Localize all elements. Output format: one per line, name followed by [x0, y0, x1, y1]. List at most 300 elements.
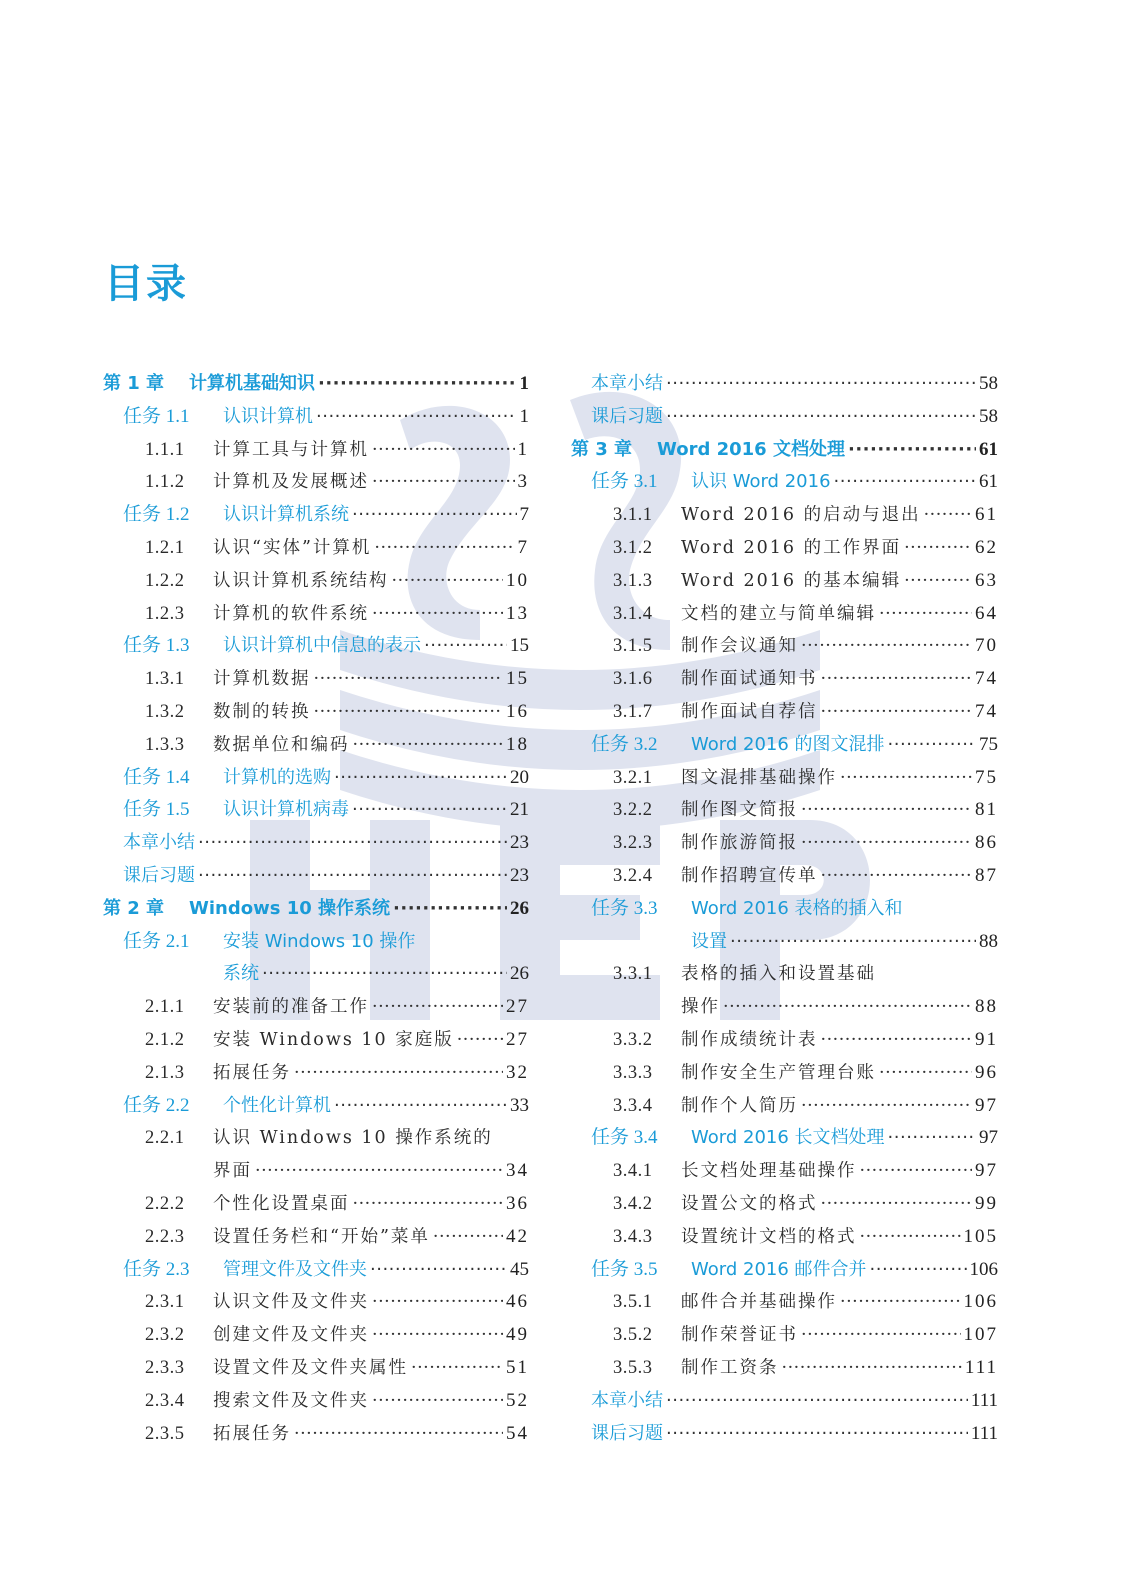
- toc-page-number: 23: [510, 832, 529, 854]
- toc-page-number: 88: [979, 930, 998, 952]
- toc-entry: [103, 1188, 529, 1221]
- toc-leader-dots: [352, 794, 507, 827]
- toc-entry-title: 个性化设置桌面: [213, 1193, 350, 1214]
- toc-page-number: 111: [970, 1422, 998, 1444]
- toc-entry-title: 制作荣誉证书: [681, 1325, 798, 1346]
- toc-entry: [103, 1057, 529, 1090]
- toc-page-number: 7: [519, 504, 529, 526]
- toc-page-number: 1: [519, 405, 529, 427]
- toc-entry-title: 认识 Windows 10 操作系统的: [213, 1128, 493, 1149]
- toc-entry-number: 任务 3.1: [591, 471, 658, 493]
- toc-entry: [571, 401, 998, 434]
- toc-page-number: 97: [979, 1127, 998, 1149]
- toc-page-number: 97: [975, 1094, 998, 1116]
- toc-entry-number: 3.2.4: [613, 865, 653, 886]
- toc-entry: [103, 401, 529, 434]
- toc-entry-number: 任务 1.3: [123, 635, 190, 657]
- toc-leader-dots: [316, 401, 517, 434]
- toc-entry-title: 长文档处理基础操作: [681, 1161, 857, 1182]
- toc-leader-dots: [372, 1385, 503, 1418]
- toc-entry: [571, 434, 998, 467]
- toc-page-number: 45: [510, 1258, 529, 1280]
- toc-leader-dots: [821, 663, 973, 696]
- toc-leader-dots: [801, 1090, 972, 1123]
- toc-entry-title: 课后习题: [123, 864, 195, 886]
- toc-page-number: 87: [975, 864, 998, 886]
- toc-page-number: 97: [975, 1160, 998, 1182]
- toc-entry-number: 第 1 章: [103, 373, 165, 394]
- toc-entry-title: Word 2016 表格的插入和: [691, 897, 903, 919]
- toc-entry-number: 3.5.3: [613, 1357, 653, 1378]
- toc-entry-title: 本章小结: [591, 1389, 663, 1411]
- toc-leader-dots: [860, 1155, 973, 1188]
- toc-page-number: 74: [975, 700, 998, 722]
- toc-entry-title: 认识计算机系统: [223, 504, 349, 526]
- toc-entry: [103, 565, 529, 598]
- toc-entry-title: Windows 10 操作系统: [189, 897, 391, 919]
- toc-entry-title: 认识 Word 2016: [691, 471, 831, 493]
- toc-page-number: 61: [979, 471, 998, 493]
- toc-page-number: 3: [517, 471, 529, 493]
- toc-entry: [103, 1319, 529, 1352]
- toc-leader-dots: [318, 368, 517, 401]
- toc-entry-number: 1.1.2: [145, 472, 185, 493]
- toc-entry-number: 第 3 章: [571, 438, 633, 460]
- toc-page-number: 32: [506, 1061, 529, 1083]
- toc-page-number: 15: [510, 635, 529, 657]
- toc-leader-dots: [782, 1352, 962, 1385]
- toc-entry-title: 界面: [213, 1161, 252, 1182]
- toc-entry-title: 制作成绩统计表: [681, 1029, 818, 1050]
- toc-page-number: 36: [506, 1192, 529, 1214]
- toc-leader-dots: [834, 466, 976, 499]
- toc-entry-title: Word 2016 长文档处理: [691, 1127, 885, 1149]
- toc-entry: [103, 794, 529, 827]
- toc-leader-dots: [821, 1024, 973, 1057]
- toc-entry-number: 任务 3.2: [591, 733, 658, 755]
- toc-entry-number: 1.2.1: [145, 537, 185, 558]
- toc-entry-title: 课后习题: [591, 405, 663, 427]
- toc-entry-number: 3.3.1: [613, 964, 653, 985]
- toc-entry-title: 制作招聘宣传单: [681, 865, 818, 886]
- toc-page-number: 26: [510, 963, 529, 985]
- toc-entry-title: 课后习题: [591, 1422, 663, 1444]
- toc-entry: [571, 762, 998, 795]
- toc-entry: [103, 1286, 529, 1319]
- toc-entry-title: 认识文件及文件夹: [213, 1292, 369, 1313]
- toc-entry: [103, 663, 529, 696]
- toc-page-number: 49: [506, 1324, 529, 1346]
- toc-leader-dots: [372, 598, 503, 631]
- toc-entry: [103, 729, 529, 762]
- toc-page-number: 91: [975, 1028, 998, 1050]
- toc-entry-number: 任务 1.4: [123, 766, 190, 788]
- toc-entry: [103, 1221, 529, 1254]
- toc-entry-number: 任务 2.2: [123, 1094, 190, 1116]
- toc-entry: [103, 893, 529, 926]
- toc-leader-dots: [411, 1352, 503, 1385]
- toc-entry: [571, 1122, 998, 1155]
- toc-left-column: [103, 368, 529, 1450]
- toc-page-number: 10: [506, 569, 529, 591]
- toc-leader-dots: [372, 1286, 503, 1319]
- toc-entry-number: 1.3.1: [145, 669, 185, 690]
- toc-entry-title: 设置任务栏和“开始”菜单: [213, 1226, 430, 1247]
- toc-entry-number: 3.4.1: [613, 1161, 653, 1182]
- toc-entry-title: 安装前的准备工作: [213, 997, 369, 1018]
- toc-entry-title: 认识计算机中信息的表示: [223, 635, 421, 657]
- toc-page-number: 86: [975, 832, 998, 854]
- toc-entry-title: 制作旅游简报: [681, 833, 798, 854]
- toc-entry-title: 认识计算机系统结构: [213, 570, 389, 591]
- toc-leader-dots: [198, 827, 507, 860]
- toc-leader-dots: [370, 1254, 507, 1287]
- toc-entry-number: 任务 1.2: [123, 504, 190, 526]
- toc-entry-number: 任务 3.4: [591, 1127, 658, 1149]
- toc-entry: [103, 1155, 529, 1188]
- toc-entry-title: 本章小结: [591, 373, 663, 394]
- toc-leader-dots: [374, 532, 514, 565]
- toc-entry: [571, 532, 998, 565]
- toc-page-number: 27: [506, 1028, 529, 1050]
- toc-entry-title: 制作工资条: [681, 1357, 779, 1378]
- toc-entry-number: 3.2.2: [613, 800, 653, 821]
- toc-entry-title: Word 2016 文档处理: [657, 438, 845, 460]
- toc-entry-number: 3.1.3: [613, 570, 653, 591]
- toc-page-number: 16: [506, 700, 529, 722]
- toc-entry-title: 计算机的选购: [223, 766, 331, 788]
- toc-page-number: 81: [975, 799, 998, 821]
- toc-entry-number: 2.3.5: [145, 1423, 185, 1444]
- toc-entry-number: 3.1.6: [613, 669, 653, 690]
- toc-entry-title: Word 2016 邮件合并: [691, 1258, 867, 1280]
- toc-entry-number: 2.1.3: [145, 1062, 185, 1083]
- toc-leader-dots: [262, 958, 507, 991]
- toc-leader-dots: [821, 860, 973, 893]
- toc-entry: [571, 926, 998, 959]
- toc-leader-dots: [840, 762, 972, 795]
- toc-page-number: 26: [510, 897, 529, 919]
- toc-entry: [571, 598, 998, 631]
- toc-leader-dots: [801, 827, 972, 860]
- toc-leader-dots: [294, 1418, 503, 1451]
- toc-entry: [571, 1221, 998, 1254]
- toc-entry-title: 制作安全生产管理台账: [681, 1062, 876, 1083]
- toc-entry: [571, 827, 998, 860]
- toc-leader-dots: [848, 434, 976, 467]
- toc-entry: [571, 696, 998, 729]
- toc-entry-title: 制作面试自荐信: [681, 701, 818, 722]
- toc-leader-dots: [904, 532, 972, 565]
- toc-entry: [571, 565, 998, 598]
- toc-page-number: 7: [517, 536, 529, 558]
- toc-entry: [571, 1155, 998, 1188]
- toc-page-number: 74: [975, 668, 998, 690]
- toc-entry-number: 2.3.4: [145, 1390, 185, 1411]
- toc-page-number: 27: [506, 996, 529, 1018]
- toc-entry-title: 文档的建立与简单编辑: [681, 603, 876, 624]
- toc-page-number: 70: [975, 635, 998, 657]
- toc-entry: [571, 729, 998, 762]
- toc-entry-number: 3.2.1: [613, 767, 653, 788]
- toc-page-number: 21: [510, 799, 529, 821]
- toc-entry-title: 设置: [691, 930, 727, 952]
- toc-page-number: 106: [969, 1258, 998, 1280]
- toc-entry-number: 2.1.2: [145, 1029, 185, 1050]
- toc-leader-dots: [924, 499, 972, 532]
- toc-leader-dots: [888, 729, 976, 762]
- toc-entry-number: 任务 3.5: [591, 1258, 658, 1280]
- toc-page-number: 107: [963, 1324, 998, 1346]
- toc-entry-number: 3.1.2: [613, 537, 653, 558]
- toc-page-number: 46: [506, 1291, 529, 1313]
- toc-page-number: 20: [510, 766, 529, 788]
- toc-entry-number: 任务 2.1: [123, 930, 190, 952]
- toc-leader-dots: [666, 368, 976, 401]
- toc-entry: [571, 630, 998, 663]
- toc-entry: [571, 663, 998, 696]
- toc-entry-title: 邮件合并基础操作: [681, 1292, 837, 1313]
- toc-entry: [103, 860, 529, 893]
- toc-leader-dots: [433, 1221, 503, 1254]
- toc-entry-number: 2.3.1: [145, 1292, 185, 1313]
- toc-page-number: 13: [506, 602, 529, 624]
- toc-page-number: 52: [506, 1389, 529, 1411]
- toc-page-number: 105: [963, 1225, 998, 1247]
- toc-entry: [103, 499, 529, 532]
- toc-entry: [571, 1057, 998, 1090]
- toc-page-number: 96: [975, 1061, 998, 1083]
- toc-entry-number: 第 2 章: [103, 897, 165, 919]
- toc-leader-dots: [821, 696, 973, 729]
- toc-entry-title: 操作: [681, 997, 720, 1018]
- toc-entry-title: 安装 Windows 10 操作: [223, 930, 416, 952]
- toc-leader-dots: [334, 1090, 507, 1123]
- toc-entry: [103, 1122, 529, 1155]
- toc-leader-dots: [888, 1122, 976, 1155]
- toc-page-number: 1: [517, 438, 529, 460]
- toc-entry-title: 制作会议通知: [681, 636, 798, 657]
- toc-entry: [571, 1352, 998, 1385]
- toc-entry: [103, 1090, 529, 1123]
- toc-leader-dots: [457, 1024, 503, 1057]
- toc-leader-dots: [730, 926, 976, 959]
- toc-leader-dots: [392, 565, 504, 598]
- toc-page-number: 58: [979, 405, 998, 427]
- toc-leader-dots: [666, 1385, 968, 1418]
- toc-page-number: 51: [506, 1356, 529, 1378]
- toc-entry-number: 3.4.2: [613, 1193, 653, 1214]
- toc-leader-dots: [393, 893, 507, 926]
- toc-page-number: 58: [979, 373, 998, 394]
- toc-entry: [103, 696, 529, 729]
- toc-entry-title: 认识计算机: [223, 405, 313, 427]
- toc-page-number: 106: [963, 1291, 998, 1313]
- toc-entry-title: 设置统计文档的格式: [681, 1226, 857, 1247]
- toc-entry-number: 3.1.5: [613, 636, 653, 657]
- toc-entry: [571, 991, 998, 1024]
- toc-entry-title: 创建文件及文件夹: [213, 1325, 369, 1346]
- toc-entry-title: 计算机及发展概述: [213, 472, 369, 493]
- toc-leader-dots: [860, 1221, 961, 1254]
- toc-entry: [103, 532, 529, 565]
- toc-page-number: 1: [519, 373, 529, 394]
- toc-entry: [571, 1319, 998, 1352]
- toc-entry-number: 3.5.1: [613, 1292, 653, 1313]
- toc-leader-dots: [352, 499, 517, 532]
- toc-entry-number: 2.2.1: [145, 1128, 185, 1149]
- toc-entry-number: 2.2.2: [145, 1193, 185, 1214]
- toc-entry-title: 拓展任务: [213, 1062, 291, 1083]
- toc-leader-dots: [372, 466, 515, 499]
- toc-entry-title: 计算工具与计算机: [213, 439, 369, 460]
- toc-page-number: 61: [975, 504, 998, 526]
- toc-entry: [103, 762, 529, 795]
- toc-entry-title: 制作图文简报: [681, 800, 798, 821]
- toc-entry: [571, 1286, 998, 1319]
- toc-entry-title: 计算机基础知识: [189, 373, 315, 394]
- toc-page-number: 54: [506, 1422, 529, 1444]
- toc-entry: [571, 1418, 998, 1451]
- toc-page-number: 111: [970, 1389, 998, 1411]
- toc-entry-number: 任务 1.1: [123, 405, 190, 427]
- toc-page-number: 111: [964, 1356, 998, 1378]
- toc-entry-title: Word 2016 的图文混排: [691, 733, 885, 755]
- toc-entry-number: 3.3.3: [613, 1062, 653, 1083]
- toc-leader-dots: [723, 991, 972, 1024]
- toc-entry-number: 1.2.3: [145, 603, 185, 624]
- toc-entry: [571, 794, 998, 827]
- toc-entry-number: 2.2.3: [145, 1226, 185, 1247]
- toc-page-number: 75: [975, 766, 998, 788]
- toc-page-number: 62: [975, 536, 998, 558]
- toc-leader-dots: [424, 630, 507, 663]
- toc-entry: [571, 958, 998, 991]
- page-title: 目录: [104, 261, 188, 307]
- toc-entry-title: 拓展任务: [213, 1423, 291, 1444]
- toc-entry: [571, 860, 998, 893]
- toc-page-number: 63: [975, 569, 998, 591]
- toc-page-number: 61: [979, 438, 998, 460]
- toc-entry-title: 制作个人简历: [681, 1095, 798, 1116]
- toc-entry: [103, 991, 529, 1024]
- toc-entry-number: 1.3.2: [145, 701, 185, 722]
- toc-entry-title: Word 2016 的基本编辑: [681, 570, 902, 591]
- toc-entry-number: 1.3.3: [145, 734, 185, 755]
- toc-entry: [103, 466, 529, 499]
- toc-leader-dots: [294, 1057, 503, 1090]
- toc-page-number: 33: [510, 1094, 529, 1116]
- toc-leader-dots: [821, 1188, 973, 1221]
- toc-entry-number: 3.1.4: [613, 603, 653, 624]
- toc-entry-title: 本章小结: [123, 832, 195, 854]
- toc-leader-dots: [353, 729, 504, 762]
- toc-leader-dots: [198, 860, 507, 893]
- toc-entry-number: 3.4.3: [613, 1226, 653, 1247]
- toc-entry: [571, 1385, 998, 1418]
- toc-entry-title: 管理文件及文件夹: [223, 1258, 367, 1280]
- toc-entry-title: 数制的转换: [213, 701, 311, 722]
- toc-entry-number: 2.1.1: [145, 997, 185, 1018]
- toc-entry-title: 系统: [223, 963, 259, 985]
- toc-entry: [103, 926, 529, 959]
- toc-leader-dots: [334, 762, 507, 795]
- toc-leader-dots: [353, 1188, 504, 1221]
- toc-entry: [103, 368, 529, 401]
- toc-leader-dots: [372, 1319, 503, 1352]
- toc-entry: [571, 1188, 998, 1221]
- toc-leader-dots: [879, 598, 972, 631]
- toc-page-number: 15: [506, 668, 529, 690]
- toc-leader-dots: [666, 401, 976, 434]
- toc-entry-title: 搜索文件及文件夹: [213, 1390, 369, 1411]
- toc-entry-number: 3.1.1: [613, 505, 653, 526]
- toc-page-number: 64: [975, 602, 998, 624]
- toc-entry-title: 认识“实体”计算机: [213, 537, 372, 558]
- toc-entry-number: 2.3.2: [145, 1325, 185, 1346]
- toc-entry-number: 3.1.7: [613, 701, 653, 722]
- toc-entry: [103, 434, 529, 467]
- toc-entry: [571, 893, 998, 926]
- toc-entry-title: 认识计算机病毒: [223, 799, 349, 821]
- toc-entry-title: Word 2016 的工作界面: [681, 537, 902, 558]
- toc-entry: [103, 958, 529, 991]
- toc-entry-number: 任务 2.3: [123, 1258, 190, 1280]
- toc-leader-dots: [314, 663, 504, 696]
- toc-entry: [103, 630, 529, 663]
- toc-entry-title: Word 2016 的启动与退出: [681, 505, 921, 526]
- toc-page-number: 42: [506, 1225, 529, 1247]
- toc-entry: [571, 368, 998, 401]
- toc-entry-title: 制作面试通知书: [681, 669, 818, 690]
- toc-entry-number: 3.5.2: [613, 1325, 653, 1346]
- toc-entry-number: 1.1.1: [145, 439, 185, 460]
- toc-entry-number: 任务 3.3: [591, 897, 658, 919]
- toc-entry: [103, 827, 529, 860]
- toc-leader-dots: [255, 1155, 503, 1188]
- toc-leader-dots: [879, 1057, 972, 1090]
- toc-entry-number: 任务 1.5: [123, 799, 190, 821]
- toc-entry: [571, 1024, 998, 1057]
- toc-entry: [571, 1090, 998, 1123]
- toc-page-number: 88: [975, 996, 998, 1018]
- toc-entry-title: 计算机的软件系统: [213, 603, 369, 624]
- toc-page-number: 34: [506, 1160, 529, 1182]
- toc-page-number: 75: [979, 733, 998, 755]
- toc-entry-title: 个性化计算机: [223, 1094, 331, 1116]
- toc-leader-dots: [372, 434, 515, 467]
- toc-right-column: [571, 368, 998, 1450]
- toc-entry: [103, 1418, 529, 1451]
- toc-leader-dots: [801, 1319, 961, 1352]
- toc-entry-number: 3.3.4: [613, 1095, 653, 1116]
- toc-entry: [103, 598, 529, 631]
- toc-leader-dots: [372, 991, 503, 1024]
- toc-entry-number: 2.3.3: [145, 1357, 185, 1378]
- toc-entry-number: 1.2.2: [145, 570, 185, 591]
- toc-leader-dots: [801, 794, 972, 827]
- toc-leader-dots: [870, 1254, 967, 1287]
- toc-leader-dots: [801, 630, 972, 663]
- toc-entry-title: 图文混排基础操作: [681, 767, 837, 788]
- toc-entry: [103, 1352, 529, 1385]
- toc-leader-dots: [666, 1418, 968, 1451]
- toc-page-number: 18: [506, 733, 529, 755]
- toc-entry-title: 表格的插入和设置基础: [681, 964, 876, 985]
- toc-entry-number: 3.2.3: [613, 833, 653, 854]
- toc-entry: [571, 466, 998, 499]
- toc-entry: [103, 1024, 529, 1057]
